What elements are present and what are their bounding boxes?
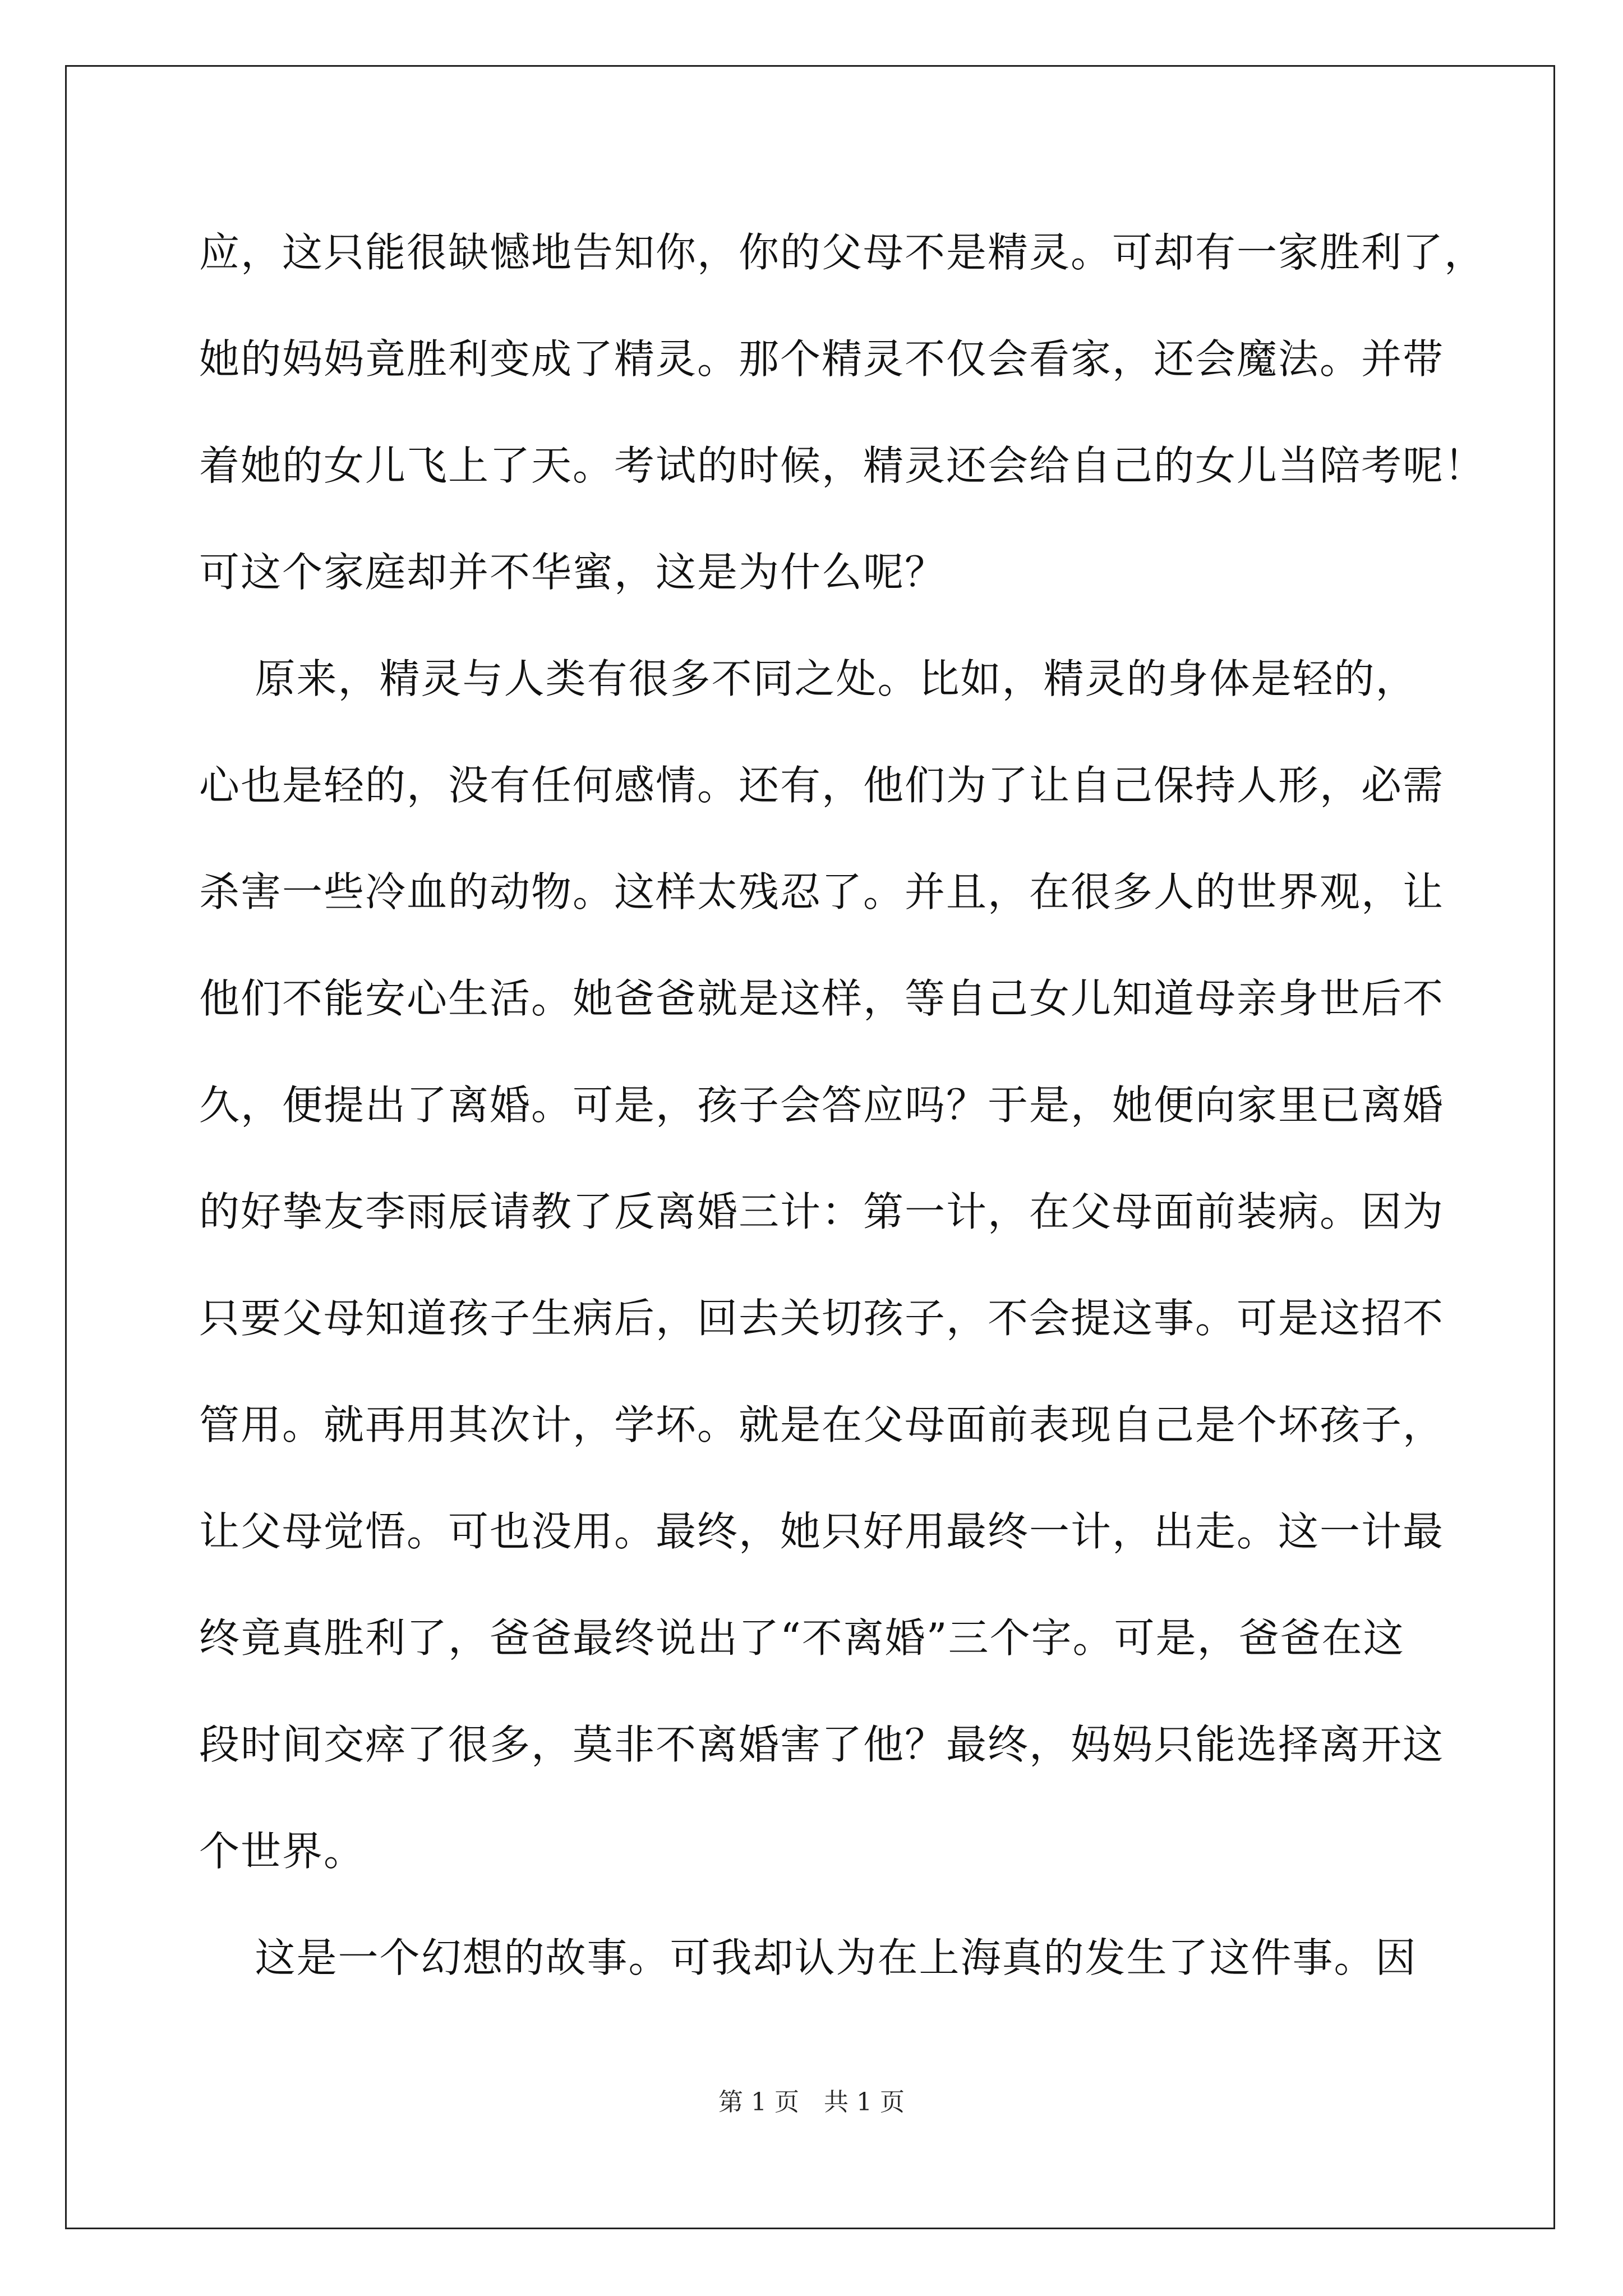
text-line: 应，这只能很缺憾地告知你，你的父母不是精灵。可却有一家胜利了， <box>199 229 1486 276</box>
text-line: 杀害一些冷血的动物。这样太残忍了。并且，在很多人的世界观，让 <box>199 868 1445 915</box>
text-line: 的好挚友李雨辰请教了反离婚三计：第一计，在父母面前装病。因为 <box>199 1188 1445 1235</box>
text-line: 让父母觉悟。可也没用。最终，她只好用最终一计，出走。这一计最 <box>199 1508 1445 1555</box>
text-line: 管用。就再用其次计，学坏。就是在父母面前表现自己是个坏孩子， <box>199 1401 1445 1448</box>
text-line: 着她的女儿飞上了天。考试的时候，精灵还会给自己的女儿当陪考呢！ <box>199 442 1486 489</box>
page-border <box>65 65 1555 2229</box>
text-line: 这是一个幻想的故事。可我却认为在上海真的发生了这件事。因 <box>199 1934 1417 1981</box>
text-line: 终竟真胜利了，爸爸最终说出了“不离婚”三个字。可是，爸爸在这 <box>199 1614 1405 1662</box>
text-line: 个世界。 <box>199 1828 366 1875</box>
text-line: 只要父母知道孩子生病后，回去关切孩子，不会提这事。可是这招不 <box>199 1295 1445 1342</box>
page-number-footer: 第 1 页 共 1 页 <box>718 2088 905 2116</box>
text-line: 他们不能安心生活。她爸爸就是这样，等自己女儿知道母亲身世后不 <box>199 975 1445 1022</box>
text-line: 她的妈妈竟胜利变成了精灵。那个精灵不仅会看家，还会魔法。并带 <box>199 335 1445 383</box>
text-line: 心也是轻的，没有任何感情。还有，他们为了让自己保持人形，必需 <box>199 762 1445 809</box>
text-line: 久，便提出了离婚。可是，孩子会答应吗？于是，她便向家里已离婚 <box>199 1082 1445 1129</box>
text-line: 原来，精灵与人类有很多不同之处。比如，精灵的身体是轻的， <box>199 655 1417 702</box>
text-line: 可这个家庭却并不华蜜，这是为什么呢？ <box>199 549 947 596</box>
text-line: 段时间交瘁了很多，莫非不离婚害了他？最终，妈妈只能选择离开这 <box>199 1721 1445 1768</box>
